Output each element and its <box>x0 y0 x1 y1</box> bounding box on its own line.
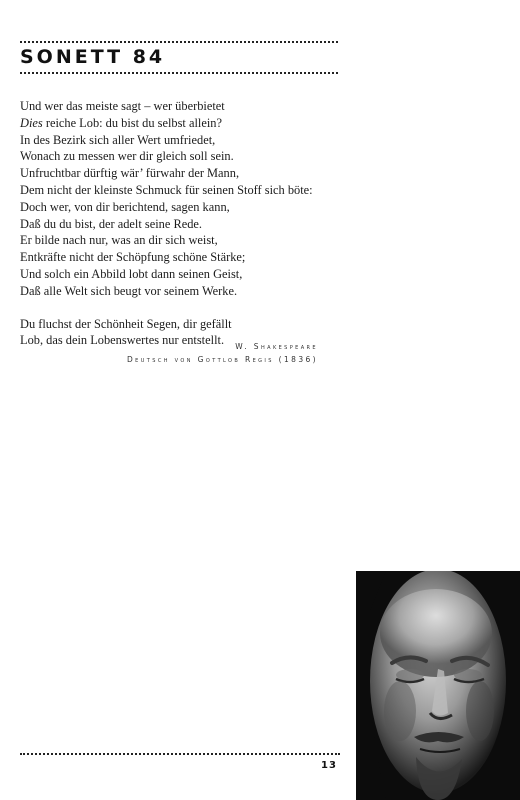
poem-line: Wonach zu messen wer dir gleich soll sein. <box>20 149 234 164</box>
poem-line: Er bilde nach nur, was an dir sich weist, <box>20 233 218 248</box>
sonnet-text <box>20 98 340 349</box>
poem-line: Doch wer, von dir berichtend, sagen kann, <box>20 199 230 214</box>
poem-line: Daß du du bist, der adelt seine Rede. <box>20 216 203 231</box>
poem-line: Unfruchtbar dürftig wär’ fürwahr der Mann, <box>20 166 240 181</box>
death-mask-image <box>356 571 520 800</box>
poem-line: Entkräfte nicht der Schöpfung schöne Stärke; <box>20 250 246 265</box>
poem-line: Dies reiche Lob: du bist du selbst allein? <box>20 115 222 130</box>
poem-line: Und solch ein Abbild lobt dann seinen Geist, <box>20 266 243 281</box>
title-dotted-rule <box>20 72 338 74</box>
death-mask-photo <box>356 571 520 800</box>
footer-dotted-rule <box>20 753 340 755</box>
author-attribution: W. Shakespeare <box>235 342 318 351</box>
poem-line: In des Bezirk sich aller Wert umfriedet, <box>20 132 216 147</box>
poem-line: Lob, das dein Lobenswertes nur entstellt. <box>20 333 225 348</box>
top-dotted-rule <box>20 41 338 43</box>
poem-line: Du fluchst der Schönheit Segen, dir gefällt <box>20 316 232 331</box>
page-number: 13 <box>321 760 337 771</box>
poem-line: Und wer das meiste sagt – wer überbietet <box>20 99 225 113</box>
stanza-gap <box>20 300 340 316</box>
translator-attribution: Deutsch von Gottlob Regis (1836) <box>127 355 318 364</box>
page-title: SONETT 84 <box>20 46 166 68</box>
poem-line: Daß alle Welt sich beugt vor seinem Werke. <box>20 283 238 298</box>
poem-line: Dem nicht der kleinste Schmuck für seinen Stoff sich böte: <box>20 182 313 197</box>
